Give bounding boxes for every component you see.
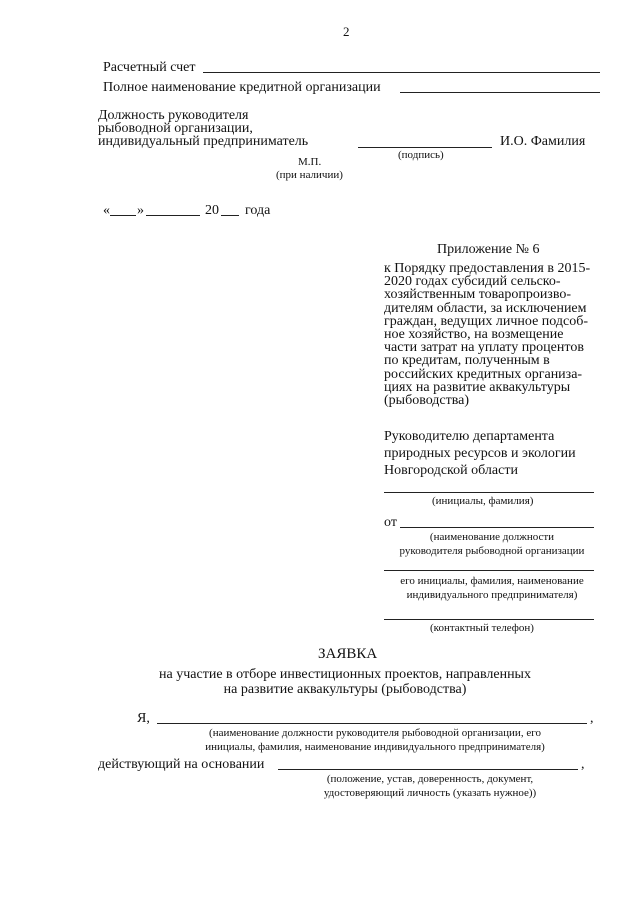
signer-name: И.О. Фамилия xyxy=(500,134,586,149)
phone-caption: (контактный телефон) xyxy=(430,622,534,634)
account-line xyxy=(203,72,600,73)
appendix-text xyxy=(384,262,590,407)
appendix-line: российских кредитных организа- xyxy=(384,366,583,382)
appendix-line: по кредитам, полученным в xyxy=(384,353,550,369)
signer-position-line: рыбоводной организации, xyxy=(98,121,253,137)
signer-position-line: Должность руководителя xyxy=(98,108,249,123)
page-number: 2 xyxy=(343,24,350,39)
appendix-line: дителям области, за исключением xyxy=(384,300,587,316)
initials-caption: (инициалы, фамилия) xyxy=(432,495,534,507)
applicant-caption-line: (наименование должности руководителя рыбоводной организации, его xyxy=(209,727,541,739)
applicant-caption-line: инициалы, фамилия, наименование индивидуального предпринимателя) xyxy=(205,741,545,753)
entrepreneur-line xyxy=(384,570,594,571)
date-open-quote: « xyxy=(103,203,110,218)
entrepreneur-caption xyxy=(380,574,604,602)
signature-line xyxy=(358,147,492,148)
date-close-quote: » xyxy=(137,203,144,218)
basis-label: действующий на основании xyxy=(98,757,265,772)
bank-line xyxy=(400,92,600,93)
appendix-line: циях на развитие аквакультуры xyxy=(384,379,571,395)
appendix-line: к Порядку предоставления в 2015- xyxy=(384,261,591,276)
application-subtitle-line: на развитие аквакультуры (рыбоводства) xyxy=(223,682,467,697)
entrepreneur-caption-line: его инициалы, фамилия, наименование xyxy=(400,575,584,587)
appendix-line: граждан, ведущих личное подсоб- xyxy=(384,313,589,329)
appendix-line: 2020 годах субсидий сельско- xyxy=(384,274,561,290)
application-subtitle xyxy=(140,667,550,697)
from-line xyxy=(400,527,594,528)
stamp-note: (при наличии) xyxy=(276,169,343,181)
appendix-line: части затрат на уплату процентов xyxy=(384,340,584,356)
bank-label: Полное наименование кредитной организации xyxy=(103,80,381,95)
appendix-line: хозяйственным товаропроизво- xyxy=(384,287,572,303)
stamp-label: М.П. xyxy=(298,156,322,168)
signature-caption: (подпись) xyxy=(398,149,444,161)
appendix-line: ное хозяйство, на возмещение xyxy=(384,327,564,343)
entrepreneur-caption-line: индивидуального предпринимателя) xyxy=(406,589,578,601)
phone-line xyxy=(384,619,594,620)
initials-line xyxy=(384,492,594,493)
date-month-line xyxy=(146,215,200,216)
account-label: Расчетный счет xyxy=(103,60,196,75)
basis-line xyxy=(278,769,578,770)
addressee-line: Новгородской области xyxy=(384,463,518,478)
date-day-line xyxy=(110,215,136,216)
from-label: от xyxy=(384,515,397,530)
i-label: Я, xyxy=(137,711,150,726)
basis-caption xyxy=(280,772,580,800)
date-year-prefix: 20 xyxy=(205,203,219,218)
basis-comma: , xyxy=(581,757,585,772)
basis-caption-line: (положение, устав, доверенность, документ, xyxy=(326,773,534,785)
addressee-block xyxy=(384,428,576,479)
application-subtitle-line: на участие в отборе инвестиционных проектов, направленных xyxy=(159,667,531,682)
appendix-line: (рыбоводства) xyxy=(384,393,470,409)
appendix-title: Приложение № 6 xyxy=(437,242,540,257)
position-caption-line: руководителя рыбоводной организации xyxy=(399,545,585,557)
position-caption-line: (наименование должности xyxy=(429,531,555,543)
application-title: ЗАЯВКА xyxy=(318,646,378,662)
signer-position-line: индивидуальный предприниматель xyxy=(98,134,309,150)
applicant-comma: , xyxy=(590,711,594,726)
basis-caption-line: удостоверяющий личность (указать нужное)) xyxy=(323,787,537,799)
addressee-line: природных ресурсов и экологии xyxy=(384,446,576,461)
applicant-caption xyxy=(150,726,600,754)
date-year-line xyxy=(221,215,239,216)
addressee-line: Руководителю департамента xyxy=(384,429,555,444)
signer-position xyxy=(98,109,308,149)
applicant-line xyxy=(157,723,587,724)
date-year-suffix: года xyxy=(245,203,271,218)
position-caption xyxy=(380,530,604,558)
